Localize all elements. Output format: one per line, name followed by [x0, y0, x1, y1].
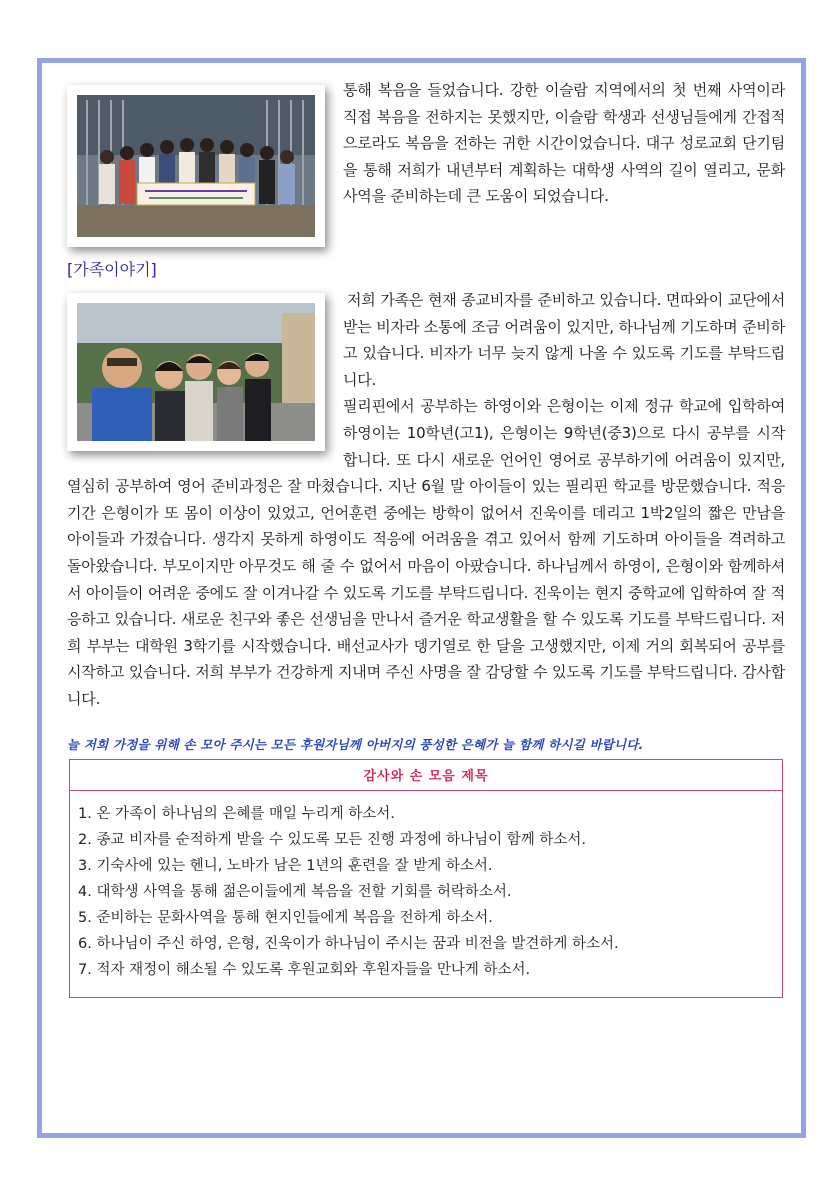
group-photo-image: [77, 95, 315, 237]
paragraph-ministry: 통해 복음을 들었습니다. 강한 이슬람 지역에서의 첫 번째 사역이라 직접 복음을 전하지는 못했지만, 이슬람 학생과 선생님들에게 간접적으로라도 복음을 전하는 귀한 시간이었습니다. 대구 성로교회 단기팀을 통해 저희가 내년부터 계획하는 대학생 사역의 길이 열리고, 문화사역을 준비하는데 큰 도움이 되었습니다.: [343, 81, 785, 206]
prayer-item: 2. 종교 비자를 순적하게 받을 수 있도록 모든 진행 과정에 하나님이 함께 하소서.: [78, 831, 586, 848]
paragraph-visa: 저희 가족은 현재 종교비자를 준비하고 있습니다. 면따와이 교단에서 받는 비자라 소통에 조금 어려움이 있지만, 하나님께 기도하며 준비하고 있습니다. 비자가 너무 늦지 않게 나올 수 있도록 기도를 부탁드립니다.: [343, 291, 785, 389]
paragraph-children: 필리핀에서 공부하는 하영이와 은형이는 이제 정규 학교에 입학하여 하영이는 10학년(고1), 은형이는 9학년(중3)으로 다시 공부를 시작합니다. 또 다시 새로운 언어인 영어로 공부하기에 어려움이 있지만, 열심히 공부하여 영어 준비과정은 잘 마쳤습니다. 지난 6월 말 아이들이 있는 필리핀 학교를 방문했습니다. 적응기간 은형이가 또 몸이 이상이 있었고, 언어훈련 중에는 방학이 없어서 진욱이를 데리고 1박2일의 짧은 만남을 아이들과 가졌습니다. 생각지 못하게 하영이도 적응에 어려움을 겪고 있어서 함께 기도하며 아이들을 격려하고 돌아왔습니다. 부모이지만 아무것도 해 줄 수 없어서 마음이 아팠습니다. 하나님께서 하영이, 은형이와 함께하셔서 아이들이 어려운 중에도 잘 이겨나갈 수 있도록 기도를 부탁드립니다. 진욱이는 현지 중학교에 입학하여 잘 적응하고 있습니다. 새로운 친구와 좋은 선생님을 만나서 즐거운 학교생활을 할 수 있도록 기도를 부탁드립니다. 저희 부부는 대학원 3학기를 시작했습니다. 배선교사가 뎅기열로 한 달을 고생했지만, 이제 거의 회복되어 공부를 시작하고 있습니다. 저희 부부가 건강하게 지내며 주신 사명을 잘 감당할 수 있도록 기도를 부탁드립니다. 감사합니다.: [67, 397, 785, 708]
prayer-item: 5. 준비하는 문화사역을 통해 현지인들에게 복음을 전하게 하소서.: [78, 909, 493, 926]
prayer-list: [70, 791, 782, 997]
thanks-banner: 늘 저희 가정을 위해 손 모아 주시는 모든 후원자님께 아버지의 풍성한 은혜가 늘 함께 하시길 바랍니다.: [67, 736, 644, 752]
prayer-box: [69, 759, 783, 998]
prayer-item: 1. 온 가족이 하나님의 은혜를 매일 누리게 하소서.: [78, 805, 395, 822]
newsletter-content: [67, 77, 785, 998]
page-frame: [37, 58, 806, 1138]
family-photo-image: [77, 303, 315, 441]
prayer-item: 6. 하나님이 주신 하영, 은형, 진욱이가 하나님이 주시는 꿈과 비전을 발견하게 하소서.: [78, 935, 619, 952]
prayer-item: 4. 대학생 사역을 통해 젊은이들에게 복음을 전할 기회를 허락하소서.: [78, 883, 512, 900]
prayer-title: 감사와 손 모음 제목: [70, 760, 782, 791]
prayer-item: 3. 기숙사에 있는 헨니, 노바가 남은 1년의 훈련을 잘 받게 하소서.: [78, 857, 493, 874]
section-title-family: [가족이야기]: [67, 260, 157, 279]
family-photo: [67, 293, 325, 451]
prayer-item: 7. 적자 재정이 해소될 수 있도록 후원교회와 후원자들을 만나게 하소서.: [78, 961, 531, 978]
group-photo: [67, 85, 325, 247]
